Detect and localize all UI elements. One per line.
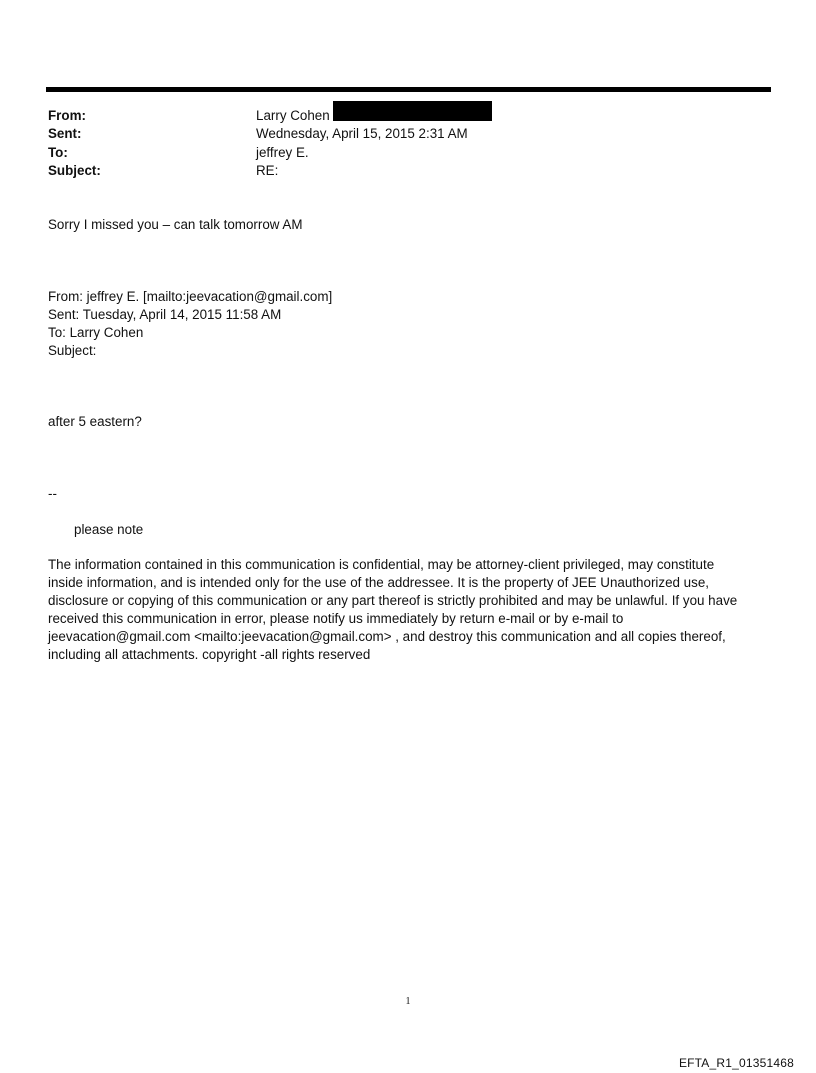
redaction-block: [333, 101, 492, 121]
sent-label: Sent:: [48, 126, 82, 141]
bates-number: EFTA_R1_01351468: [678, 1056, 794, 1070]
from-label: From:: [48, 108, 86, 123]
reply-body: Sorry I missed you – can talk tomorrow AM: [48, 217, 303, 232]
disclaimer-line: disclosure or copying of this communication or any part thereof is strictly prohibited and may be unlawful. If you have: [48, 593, 738, 608]
subject-label: Subject:: [48, 163, 101, 178]
quoted-subject: Subject:: [48, 343, 97, 358]
disclaimer-line: inside information, and is intended only for the use of the addressee. It is the property of JEE Unauthorized use,: [48, 575, 709, 590]
disclaimer-line: The information contained in this communication is confidential, may be attorney-client privileged, may constitute: [48, 557, 715, 572]
disclaimer-line: including all attachments. copyright -all rights reserved: [48, 647, 371, 662]
to-label: To:: [48, 145, 68, 160]
header-divider-rule: [46, 87, 771, 92]
signature-separator: --: [48, 486, 57, 501]
quoted-from: From: jeffrey E. [mailto:jeevacation@gmail.com]: [48, 289, 333, 304]
to-value: jeffrey E.: [256, 145, 309, 160]
quoted-sent: Sent: Tuesday, April 14, 2015 11:58 AM: [48, 307, 282, 322]
quoted-to: To: Larry Cohen: [48, 325, 144, 340]
page-number: 1: [405, 996, 411, 1007]
quoted-body: after 5 eastern?: [48, 414, 142, 429]
subject-value: RE:: [256, 163, 279, 178]
sent-value: Wednesday, April 15, 2015 2:31 AM: [256, 126, 468, 141]
disclaimer-line: received this communication in error, please notify us immediately by return e-mail or by e-mail to: [48, 611, 624, 626]
confidentiality-disclaimer: [48, 556, 763, 664]
disclaimer-line: jeevacation@gmail.com <mailto:jeevacation@gmail.com> , and destroy this communication and all copies thereof,: [48, 629, 726, 644]
from-value: Larry Cohen: [256, 108, 330, 123]
please-note: please note: [74, 522, 144, 537]
